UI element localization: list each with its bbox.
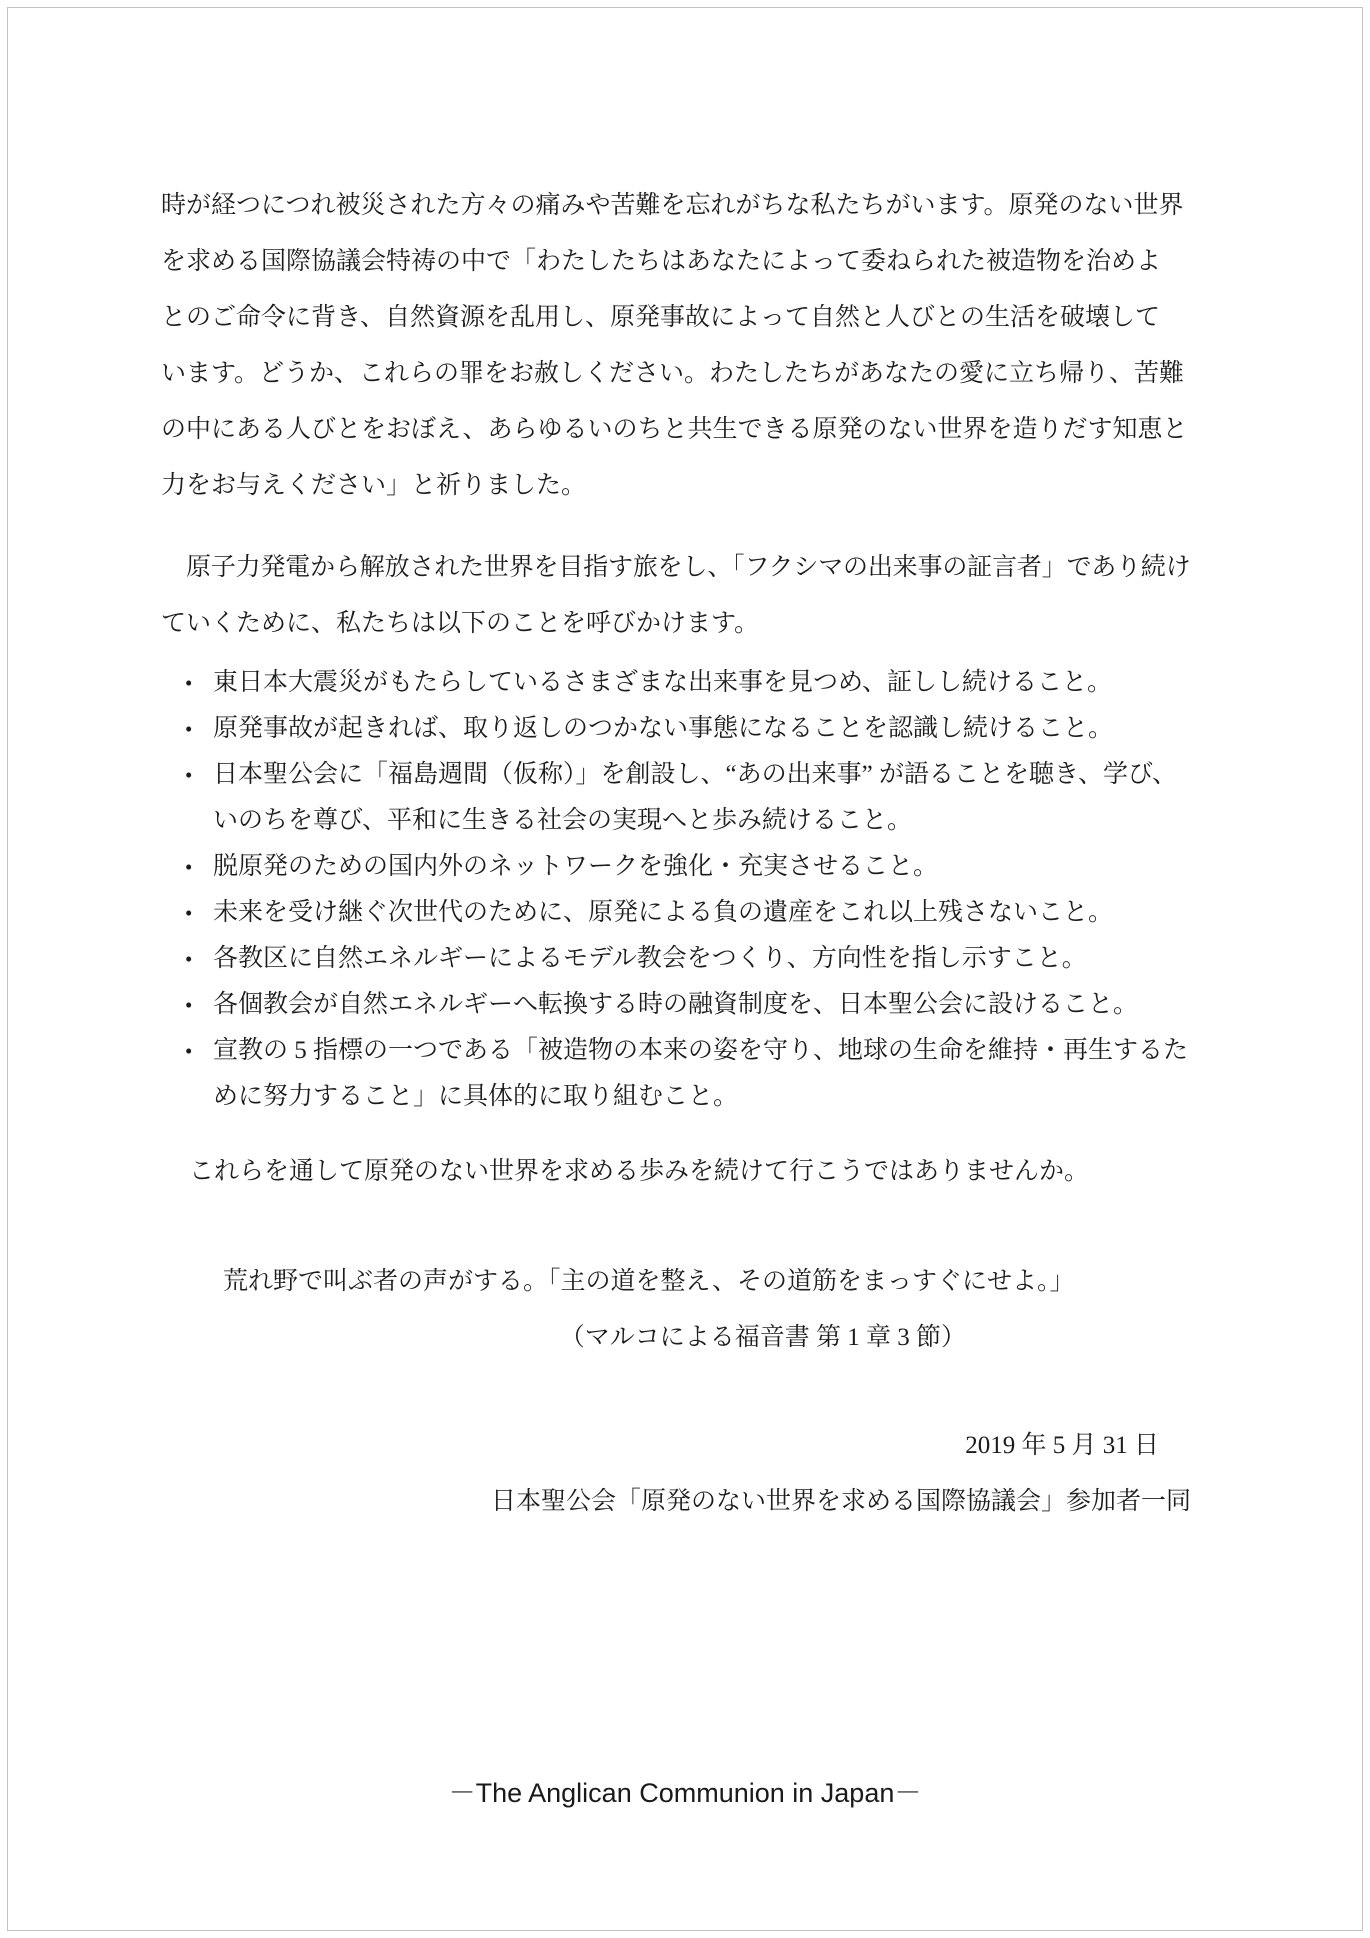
text-line: 荒れ野で叫ぶ者の声がする。「主の道を整え、その道筋をまっすぐにせよ。」	[223, 1268, 1075, 1295]
text-line: 各個教会が自然エネルギーへ転換する時の融資制度を、日本聖公会に設けること。	[213, 991, 1139, 1018]
bullet-marker: •	[185, 901, 193, 925]
bullet-marker: •	[185, 1039, 193, 1063]
text-line: 日本聖公会に「福島週間（仮称）」を創設し、“あの出来事” が語ることを聴き、学び、	[213, 761, 1177, 788]
text-line: 宣教の 5 指標の一つである「被造物の本来の姿を守り、地球の生命を維持・再生するた	[213, 1037, 1189, 1064]
bullet-marker: •	[185, 671, 193, 695]
paragraph-opening	[161, 178, 1191, 514]
paragraph-closing	[161, 1144, 1191, 1200]
signoff-block	[161, 1418, 1191, 1530]
list-item	[161, 982, 1191, 1028]
list-item	[161, 844, 1191, 890]
list-item	[161, 1028, 1191, 1120]
text-line: 原発事故が起きれば、取り返しのつかない事態になることを認識し続けること。	[213, 715, 1114, 742]
text-line: めに努力すること」に具体的に取り組むこと。	[213, 1083, 739, 1110]
quote-attribution: （マルコによる福音書 第 1 章 3 節）	[559, 1324, 966, 1351]
bullet-marker: •	[185, 855, 193, 879]
bullet-marker: •	[185, 763, 193, 787]
document-page	[7, 7, 1363, 1931]
text-line: ていくために、私たちは以下のことを呼びかけます。	[161, 610, 760, 637]
quote-text	[223, 1254, 1191, 1310]
text-line: 東日本大震災がもたらしているさまざまな出来事を見つめ、証しし続けること。	[213, 669, 1113, 696]
scripture-quote	[161, 1254, 1191, 1366]
list-item	[161, 752, 1191, 844]
bullet-list	[161, 660, 1191, 1120]
text-line: 力をお与えください」と祈りました。	[161, 472, 587, 499]
signoff-date: 2019 年 5 月 31 日	[965, 1432, 1159, 1459]
page-footer: －The Anglican Communion in Japan－	[448, 1778, 922, 1808]
list-item	[161, 936, 1191, 982]
list-item	[161, 890, 1191, 936]
text-line: います。どうか、これらの罪をお赦しください。わたしたちがあなたの愛に立ち帰り、苦難	[161, 360, 1185, 387]
text-line: 原子力発電から解放された世界を目指す旅をし、「フクシマの出来事の証言者」であり続け	[186, 554, 1191, 581]
text-line: の中にある人びとをおぼえ、あらゆるいのちと共生できる原発のない世界を造りだす知恵と	[161, 416, 1188, 443]
bullet-marker: •	[185, 947, 193, 971]
bullet-marker: •	[185, 993, 193, 1017]
paragraph-call	[161, 540, 1191, 652]
text-line: とのご命令に背き、自然資源を乱用し、原発事故によって自然と人びとの生活を破壊して	[161, 304, 1161, 331]
text-line: いのちを尊び、平和に生きる社会の実現へと歩み続けること。	[213, 807, 913, 834]
text-line: 各教区に自然エネルギーによるモデル教会をつくり、方向性を指し示すこと。	[213, 945, 1087, 972]
signoff-signature: 日本聖公会「原発のない世界を求める国際協議会」参加者一同	[490, 1488, 1191, 1515]
document-body	[161, 178, 1191, 1530]
bullet-marker: •	[185, 717, 193, 741]
list-item	[161, 660, 1191, 706]
text-line: 未来を受け継ぐ次世代のために、原発による負の遺産をこれ以上残さないこと。	[213, 899, 1114, 926]
text-line: を求める国際協議会特祷の中で「わたしたちはあなたによって委ねられた被造物を治めよ	[161, 248, 1162, 275]
text-line: 脱原発のための国内外のネットワークを強化・充実させること。	[213, 853, 939, 880]
text-line: 時が経つにつれ被災された方々の痛みや苦難を忘れがちな私たちがいます。原発のない世界	[161, 192, 1184, 219]
text-line: これらを通して原発のない世界を求める歩みを続けて行こうではありませんか。	[189, 1158, 1090, 1185]
list-item	[161, 706, 1191, 752]
